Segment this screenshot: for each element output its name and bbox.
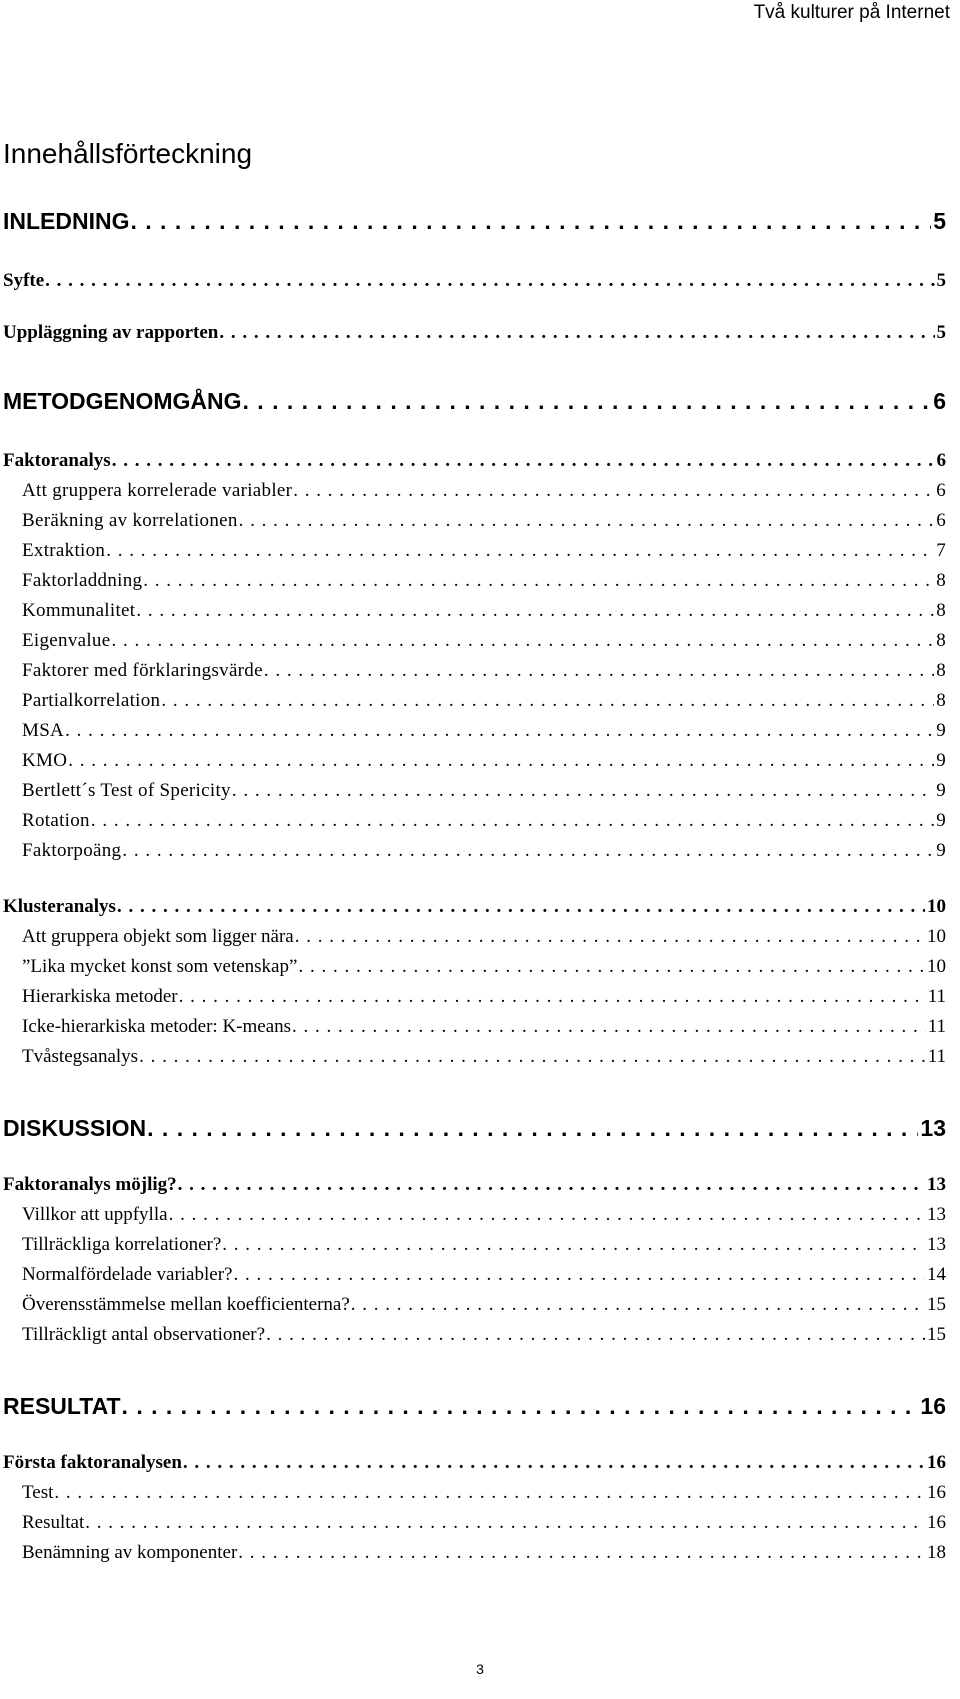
dot-leader — [147, 1115, 918, 1142]
dot-leader — [68, 750, 934, 772]
toc-entry-faktorpoang[interactable] — [22, 840, 946, 868]
toc-entry-label: Uppläggning av rapporten — [3, 322, 219, 343]
toc-entry-rotation[interactable] — [22, 810, 946, 838]
toc-entry-label: Att gruppera korrelerade variabler — [22, 480, 293, 501]
toc-entry-page: 16 — [927, 1482, 946, 1503]
toc-entry-extraktion[interactable] — [22, 540, 946, 568]
toc-entry-page: 8 — [936, 630, 946, 651]
dot-leader — [122, 1393, 919, 1420]
toc-entry-page: 11 — [927, 1046, 946, 1067]
toc-entry-page: 8 — [936, 570, 946, 591]
toc-entry-page: 6 — [936, 450, 946, 471]
toc-entry-page: 9 — [936, 810, 946, 831]
dot-leader — [143, 570, 934, 592]
toc-entry-hierarkiska-metoder[interactable] — [22, 986, 946, 1014]
dot-leader — [295, 926, 925, 948]
toc-entry-label: Icke-hierarkiska metoder: K-means — [22, 1016, 292, 1037]
dot-leader — [111, 630, 934, 652]
toc-entry-page: 8 — [936, 690, 946, 711]
toc-entry-label: Tillräckligt antal observationer? — [22, 1324, 266, 1345]
toc-entry-partialkorrelation[interactable] — [22, 690, 946, 718]
toc-entry-bertletts-test[interactable] — [22, 780, 946, 808]
toc-entry-page: 10 — [927, 956, 946, 977]
dot-leader — [106, 540, 934, 562]
dot-leader — [131, 208, 932, 235]
toc-entry-label: RESULTAT — [3, 1393, 121, 1419]
toc-entry-forsta-faktoranalysen[interactable] — [3, 1452, 946, 1480]
toc-entry-klusteranalys[interactable] — [3, 896, 946, 924]
dot-leader — [161, 690, 934, 712]
toc-entry-label: Normalfördelade variabler? — [22, 1264, 233, 1285]
dot-leader — [45, 270, 934, 292]
toc-entry-label: Syfte — [3, 270, 45, 291]
toc-entry-label: Faktoranalys möjlig? — [3, 1174, 177, 1195]
toc-entry-label: Överensstämmelse mellan koefficienterna? — [22, 1294, 350, 1315]
dot-leader — [239, 510, 935, 532]
toc-entry-tillrackliga-korrelationer[interactable] — [22, 1234, 946, 1262]
toc-entry-label: Klusteranalys — [3, 896, 116, 917]
dot-leader — [351, 1294, 925, 1316]
page-title: Innehållsförteckning — [3, 138, 253, 169]
running-header: Två kulturer på Internet — [753, 2, 950, 23]
toc-entry-label: Faktoranalys — [3, 450, 111, 471]
toc-entry-page: 7 — [936, 540, 946, 561]
toc-entry-page: 10 — [927, 926, 946, 947]
toc-entry-page: 13 — [920, 1115, 946, 1141]
toc-entry-villkor[interactable] — [22, 1204, 946, 1232]
toc-entry-page: 11 — [927, 1016, 946, 1037]
toc-entry-label: ”Lika mycket konst som vetenskap” — [22, 956, 298, 977]
toc-entry-resultat-section[interactable] — [3, 1393, 946, 1421]
toc-entry-page: 16 — [920, 1393, 946, 1419]
toc-entry-label: MSA — [22, 720, 65, 741]
dot-leader — [112, 450, 935, 472]
dot-leader — [243, 388, 932, 415]
toc-entry-faktorer-forklaringsvarde[interactable] — [22, 660, 946, 688]
toc-entry-page: 6 — [933, 388, 946, 414]
dot-leader — [232, 780, 934, 802]
dot-leader — [136, 600, 934, 622]
toc-entry-page: 13 — [927, 1204, 946, 1225]
toc-entry-page: 16 — [927, 1512, 946, 1533]
toc-entry-msa[interactable] — [22, 720, 946, 748]
toc-entry-kmo[interactable] — [22, 750, 946, 778]
page-number: 3 — [476, 1661, 484, 1677]
toc-entry-label: KMO — [22, 750, 68, 771]
toc-entry-label: Faktorladdning — [22, 570, 143, 591]
toc-entry-faktoranalys-mojlig[interactable] — [3, 1174, 946, 1202]
dot-leader — [65, 720, 934, 742]
toc-entry-normalfordelade[interactable] — [22, 1264, 946, 1292]
toc-entry-gruppera-variabler[interactable] — [22, 480, 946, 508]
toc-entry-label: Villkor att uppfylla — [22, 1204, 168, 1225]
dot-leader — [179, 986, 926, 1008]
toc-entry-page: 9 — [936, 840, 946, 861]
toc-entry-page: 5 — [936, 322, 946, 343]
toc-entry-tvastegsanalys[interactable] — [22, 1046, 946, 1074]
toc-entry-label: Kommunalitet — [22, 600, 136, 621]
dot-leader — [54, 1482, 925, 1504]
toc-entry-gruppera-objekt[interactable] — [22, 926, 946, 954]
dot-leader — [222, 1234, 925, 1256]
toc-entry-metodgenomgang[interactable] — [3, 388, 946, 416]
toc-entry-label: Faktorpoäng — [22, 840, 122, 861]
toc-entry-page: 9 — [936, 750, 946, 771]
dot-leader — [91, 810, 934, 832]
toc-entry-label: Tvåstegsanalys — [22, 1046, 139, 1067]
toc-entry-syfte[interactable] — [3, 270, 946, 298]
toc-entry-label: METODGENOMGÅNG — [3, 388, 242, 414]
toc-entry-kommunalitet[interactable] — [22, 600, 946, 628]
toc-entry-label: Faktorer med förklaringsvärde — [22, 660, 263, 681]
toc-entry-page: 6 — [936, 510, 946, 531]
toc-entry-label: Partialkorrelation — [22, 690, 161, 711]
dot-leader — [183, 1452, 925, 1474]
toc-entry-test[interactable] — [22, 1482, 946, 1510]
dot-leader — [85, 1512, 925, 1534]
toc-entry-eigenvalue[interactable] — [22, 630, 946, 658]
toc-entry-page: 11 — [927, 986, 946, 1007]
dot-leader — [266, 1324, 925, 1346]
dot-leader — [139, 1046, 926, 1068]
toc-entry-label: Extraktion — [22, 540, 106, 561]
toc-entry-label: DISKUSSION — [3, 1115, 147, 1141]
toc-entry-page: 5 — [936, 270, 946, 291]
toc-entry-page: 8 — [936, 660, 946, 681]
dot-leader — [122, 840, 934, 862]
toc-entry-page: 8 — [936, 600, 946, 621]
toc-entry-label: INLEDNING — [3, 208, 130, 234]
toc-entry-label: Bertlett´s Test of Spericity — [22, 780, 231, 801]
dot-leader — [169, 1204, 925, 1226]
toc-entry-label: Hierarkiska metoder — [22, 986, 178, 1007]
toc-entry-page: 13 — [927, 1234, 946, 1255]
toc-entry-page: 10 — [927, 896, 946, 917]
toc-entry-page: 6 — [936, 480, 946, 501]
dot-leader — [264, 660, 934, 682]
toc-entry-resultat[interactable] — [22, 1512, 946, 1540]
toc-entry-label: Tillräckliga korrelationer? — [22, 1234, 222, 1255]
toc-entry-page: 15 — [927, 1324, 946, 1345]
toc-entry-page: 13 — [927, 1174, 946, 1195]
toc-entry-diskussion[interactable] — [3, 1115, 946, 1143]
toc-entry-label: Resultat — [22, 1512, 85, 1533]
dot-leader — [233, 1264, 925, 1286]
toc-entry-upplaggning[interactable] — [3, 322, 946, 350]
toc-entry-label: Beräkning av korrelationen — [22, 510, 238, 531]
dot-leader — [219, 322, 934, 344]
dot-leader — [238, 1542, 925, 1564]
toc-entry-overensstammelse[interactable] — [22, 1294, 946, 1322]
toc-entry-page: 15 — [927, 1294, 946, 1315]
toc-entry-benamning[interactable] — [22, 1542, 946, 1570]
dot-leader — [298, 956, 925, 978]
toc-entry-page: 9 — [936, 780, 946, 801]
dot-leader — [117, 896, 925, 918]
toc-entry-label: Eigenvalue — [22, 630, 111, 651]
toc-entry-page: 18 — [927, 1542, 946, 1563]
toc-entry-faktorladdning[interactable] — [22, 570, 946, 598]
toc-entry-label: Att gruppera objekt som ligger nära — [22, 926, 294, 947]
toc-entry-faktoranalys[interactable] — [3, 450, 946, 478]
toc-entry-label: Rotation — [22, 810, 90, 831]
dot-leader — [292, 1016, 926, 1038]
toc-entry-k-means[interactable] — [22, 1016, 946, 1044]
dot-leader — [178, 1174, 925, 1196]
toc-entry-label: Benämning av komponenter — [22, 1542, 238, 1563]
toc-entry-page: 14 — [927, 1264, 946, 1285]
toc-entry-page: 5 — [933, 208, 946, 234]
toc-entry-berakning[interactable] — [22, 510, 946, 538]
toc-entry-label: Test — [22, 1482, 54, 1503]
toc-entry-label: Första faktoranalysen — [3, 1452, 182, 1473]
dot-leader — [293, 480, 934, 502]
toc-entry-tillrackligt-antal[interactable] — [22, 1324, 946, 1352]
toc-entry-page: 16 — [927, 1452, 946, 1473]
toc-entry-page: 9 — [936, 720, 946, 741]
toc-entry-inledning[interactable] — [3, 208, 946, 236]
toc-entry-lika-mycket-konst[interactable] — [22, 956, 946, 984]
